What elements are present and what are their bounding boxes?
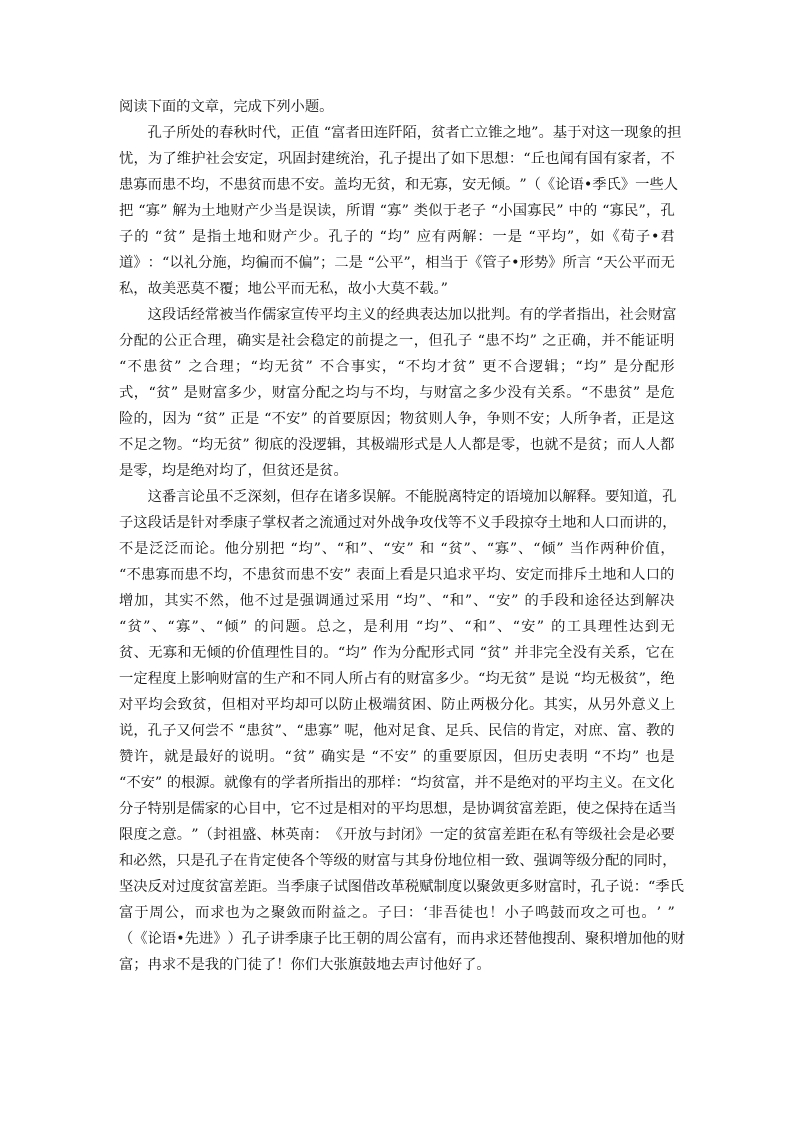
text-line: 不 足 之 物 。 “ 均 无 贫 ” 彻 底 的 没 逻 辑 ， 其 极 端 形 式 是 人 人 都 是 零 ， 也 就 不 是 贫 ； 而 人 人 都: [119, 437, 675, 453]
text-line: 赞 许 ， 就 是 最 好 的 说 明 。 “ 贫 ” 确 实 是 “ 不 安 ” 的 重 要 原 因 ， 但 历 史 表 明 “ 不 均 ” 也 是: [119, 749, 675, 765]
text-line: 分 子 特 别 是 儒 家 的 心 目 中 ， 它 不 过 是 相 对 的 平 均 思 想 ， 是 协 调 贫 富 差 距 ， 使 之 保 持 在 适 当: [119, 801, 677, 817]
text-line: 富 于 周 公 ， 而 求 也 为 之 聚 敛 而 附 益 之 。 子 曰 ： ‘ 非 吾 徒 也 ！ 小 子 鸣 鼓 而 攻 之 可 也 。 ’ ”: [119, 905, 675, 921]
text-line: 式 ， “ 贫 ” 是 财 富 多 少 ， 财 富 分 配 之 均 与 不 均 ， 与 财 富 之 多 少 没 有 关 系 。 “ 不 患 贫 ” 是 危: [119, 385, 675, 401]
text-line: “ 不 患 寡 而 患 不 均 ， 不 患 贫 而 患 不 安 ” 表 面 上 看 是 只 追 求 平 均 、 安 定 而 排 斥 土 地 和 人 口 的: [119, 567, 675, 583]
text-line: 这 段 话 经 常 被 当 作 儒 家 宣 传 平 均 主 义 的 经 典 表 达 加 以 批 判 。 有 的 学 者 指 出 ， 社 会 财 富: [147, 307, 677, 323]
text-line: （ 《 论 语 • 先 进 》 ） 孔 子 讲 季 康 子 比 王 朝 的 周 公 富 有 ， 而 冉 求 还 替 他 搜 刮 、 聚 积 增 加 他 的 财: [119, 931, 686, 947]
text-line: 分 配 的 公 正 合 理 ， 确 实 是 社 会 稳 定 的 前 提 之 一 ， 但 孔 子 “ 患 不 均 ” 之 正 确 ， 并 不 能 证 明: [119, 333, 675, 349]
text-line: 贫 、 无 寡 和 无 倾 的 价 值 理 性 目 的 。 “ 均 ” 作 为 分 配 形 式 同 “ 贫 ” 并 非 完 全 没 有 关 系 ， 它 在: [119, 645, 675, 661]
text-line: “ 不 安 ” 的 根 源 。 就 像 有 的 学 者 所 指 出 的 那 样 ： “ 均 贫 富 ， 并 不 是 绝 对 的 平 均 主 义 。 在 文 化: [119, 775, 675, 791]
text-line: 对 平 均 会 致 贫 ， 但 相 对 平 均 却 可 以 防 止 极 端 贫 困 、 防 止 两 极 分 化 。 其 实 ， 从 另 外 意 义 上: [119, 697, 675, 713]
text-line: “ 不 患 贫 ” 之 合 理 ； “ 均 无 贫 ” 不 合 事 实 ， “ 不 均 才 贫 ” 更 不 合 逻 辑 ； “ 均 ” 是 分 配 形: [119, 359, 675, 375]
text-line: 这 番 言 论 虽 不 乏 深 刻 ， 但 存 在 诸 多 误 解 。 不 能 脱 离 特 定 的 语 境 加 以 解 释 。 要 知 道 ， 孔: [147, 489, 677, 505]
text-line: 子 这 段 话 是 针 对 季 康 子 掌 权 者 之 流 通 过 对 外 战 争 攻 伐 等 不 义 手 段 掠 夺 土 地 和 人 口 而 讲 的 ，: [119, 515, 677, 531]
text-line: 子 的 “ 贫 ” 是 指 土 地 和 财 产 少 。 孔 子 的 “ 均 ” 应 有 两 解 ： 一 是 “ 平 均 ” ， 如 《 荀 子 • 君: [119, 229, 675, 245]
text-line: 富；冉求不是我的门徒了！你们大张旗鼓地去声讨他好了。: [119, 957, 491, 973]
text-line: 阅读下面的文章，完成下列小题。: [119, 99, 334, 115]
text-line: 忧 ， 为 了 维 护 社 会 安 定 ， 巩 固 封 建 统 治 ， 孔 子 提 出 了 如 下 思 想 ： “ 丘 也 闻 有 国 有 家 者 ， 不: [119, 151, 675, 167]
text-line: 是零，均是绝对均了，但贫还是贫。: [119, 463, 348, 479]
text-line: 说 ， 孔 子 又 何 尝 不 “ 患 贫 ” 、 “ 患 寡 ” 呢 ， 他 对 足 食 、 足 兵 、 民 信 的 肯 定 ， 对 庶 、 富 、 教 的: [119, 723, 675, 739]
text-line: 一 定 程 度 上 影 响 财 富 的 生 产 和 不 同 人 所 占 有 的 财 富 多 少 。 “ 均 无 贫 ” 是 说 “ 均 无 极 贫 ” ， 绝: [119, 671, 675, 687]
text-line: 增 加 ， 其 实 不 然 ， 他 不 过 是 强 调 通 过 采 用 “ 均 ” 、 “ 和 ” 、 “ 安 ” 的 手 段 和 途 径 达 到 解 决: [119, 593, 675, 609]
text-line: 孔 子 所 处 的 春 秋 时 代 ， 正 值 “ 富 者 田 连 阡 陌 ， 贫 者 亡 立 锥 之 地 ” 。 基 于 对 这 一 现 象 的 担: [147, 125, 682, 141]
text-line: 把 “ 寡 ” 解 为 土 地 财 产 少 当 是 误 读 ， 所 谓 “ 寡 ” 类 似 于 老 子 “ 小 国 寡 民 ” 中 的 “ 寡 民 ” ， 孔: [119, 203, 675, 219]
text-line: 患 寡 而 患 不 均 ， 不 患 贫 而 患 不 安 。 盖 均 无 贫 ， 和 无 寡 ， 安 无 倾 。 ” （ 《 论 语 • 季 氏 》 一 些 人: [119, 177, 679, 193]
text-line: 道 》 ： “ 以 礼 分 施 ， 均 徧 而 不 偏 ” ； 二 是 “ 公 平 ” ， 相 当 于 《 管 子 • 形 势 》 所 言 “ 天 公 平 而 无: [119, 255, 675, 271]
text-line: 私，故美恶莫不覆；地公平而无私，故小大莫不载。”: [119, 281, 448, 297]
text-line: “ 贫 ” 、 “ 寡 ” 、 “ 倾 ” 的 问 题 。 总 之 ， 是 利 用 “ 均 ” 、 “ 和 ” 、 “ 安 ” 的 工 具 理 性 达 到 无: [119, 619, 675, 635]
article-body: [119, 94, 686, 978]
text-line: 和 必 然 ， 只 是 孔 子 在 肯 定 使 各 个 等 级 的 财 富 与 其 身 份 地 位 相 一 致 、 强 调 等 级 分 配 的 同 时 ，: [119, 853, 677, 869]
text-line: 险 的 ， 因 为 “ 贫 ” 正 是 “ 不 安 ” 的 首 要 原 因 ； 物 贫 则 人 争 ， 争 则 不 安 ； 人 所 争 者 ， 正 是 这: [119, 411, 675, 427]
text-line: 坚 决 反 对 过 度 贫 富 差 距 。 当 季 康 子 试 图 借 改 革 税 赋 制 度 以 聚 敛 更 多 财 富 时 ， 孔 子 说 ： “ 季 氏: [119, 879, 684, 895]
text-line: 限 度 之 意 。 ” （ 封 祖 盛 、 林 英 南 ： 《 开 放 与 封 闭 》 一 定 的 贫 富 差 距 在 私 有 等 级 社 会 是 必 要: [119, 827, 675, 843]
text-line: 不 是 泛 泛 而 论 。 他 分 别 把 “ 均 ” 、 “ 和 ” 、 “ 安 ” 和 “ 贫 ” 、 “ 寡 ” 、 “ 倾 ” 当 作 两 种 价 值 ，: [119, 541, 675, 557]
